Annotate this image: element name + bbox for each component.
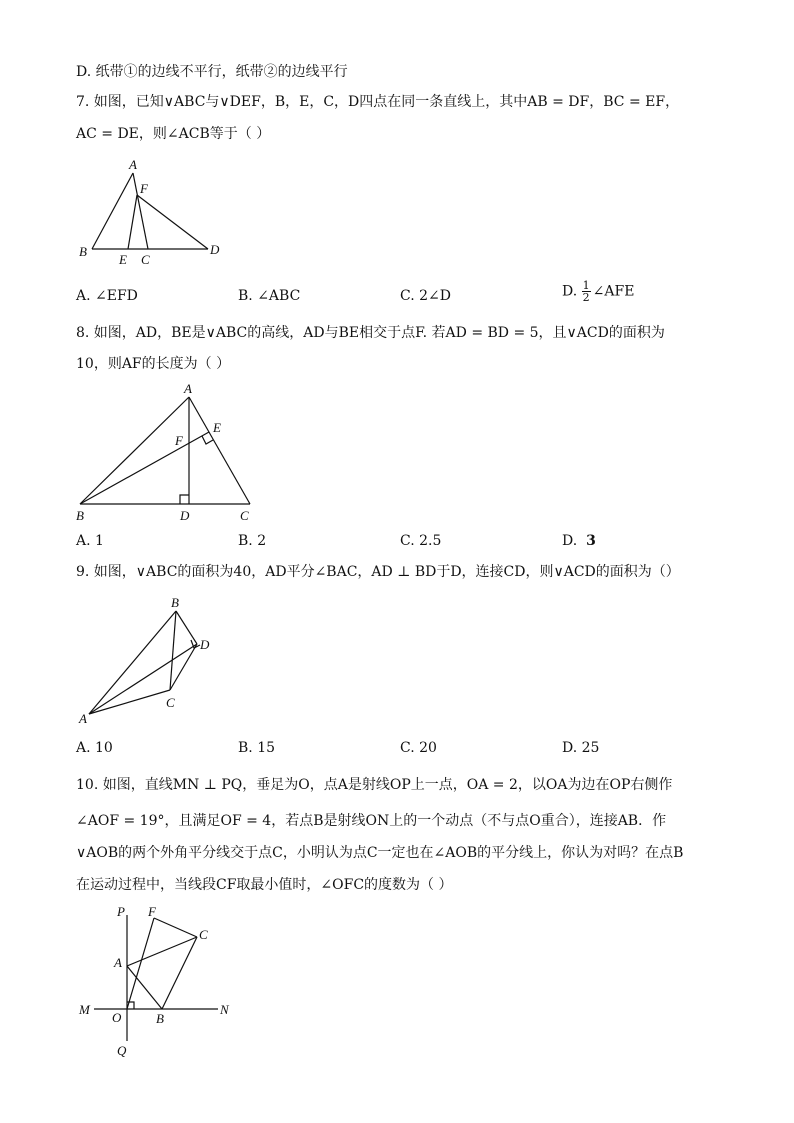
q8-option-a[interactable]: A. 1 bbox=[76, 533, 104, 549]
q8-label-a: A bbox=[184, 381, 192, 396]
q8-segment-ab bbox=[80, 397, 189, 504]
q10-segment-bc bbox=[162, 937, 197, 1009]
q10-label-f: F bbox=[148, 904, 156, 919]
q9-option-d[interactable]: D. 25 bbox=[562, 740, 600, 756]
q8-label-b: B bbox=[76, 508, 84, 523]
q10-segment-ac bbox=[127, 937, 197, 966]
q8-option-d-prefix: D. bbox=[562, 533, 578, 549]
q10-figure bbox=[76, 903, 246, 1063]
q7-label-f: F bbox=[140, 181, 148, 196]
q8-right-angle-d bbox=[180, 495, 189, 504]
q9-text-line1: 9. 如图，∨ABC的面积为40，AD平分∠BAC，AD ⊥ BD于D，连接CD，则∨ACD的面积为（） bbox=[76, 564, 680, 580]
q9-segment-ad bbox=[89, 644, 197, 714]
q10-segment-fc bbox=[154, 918, 197, 937]
q8-label-c: C bbox=[240, 508, 249, 523]
q8-text-line2: 10，则AF的长度为（ ） bbox=[76, 356, 231, 372]
q7-text-line1: 7. 如图，已知∨ABC与∨DEF，B，E，C，D四点在同一条直线上，其中AB = DF，BC = EF， bbox=[76, 94, 680, 110]
q8-option-d-value: 3 bbox=[586, 533, 596, 549]
q7-segment-ab bbox=[92, 173, 133, 249]
q10-text-line1: 10. 如图，直线MN ⊥ PQ，垂足为O，点A是射线OP上一点，OA = 2，以OA为边在OP右侧作 bbox=[76, 777, 673, 793]
q7-option-d[interactable] bbox=[562, 280, 634, 303]
q10-label-p: P bbox=[117, 904, 125, 919]
q9-option-a[interactable]: A. 10 bbox=[76, 740, 113, 756]
q10-label-m: M bbox=[79, 1002, 90, 1017]
q8-option-b[interactable]: B. 2 bbox=[238, 533, 267, 549]
q7-figure bbox=[76, 155, 236, 270]
q7-option-c[interactable]: C. 2∠D bbox=[400, 288, 451, 304]
q6-option-d: D. 纸带①的边线不平行，纸带②的边线平行 bbox=[76, 64, 348, 80]
q8-option-c[interactable]: C. 2.5 bbox=[400, 533, 442, 549]
q9-segment-bd bbox=[176, 611, 197, 644]
q10-text-line3: ∨AOB的两个外角平分线交于点C，小明认为点C一定也在∠AOB的平分线上，你认为对吗？在点B bbox=[76, 845, 684, 861]
q7-option-d-numerator: 1 bbox=[582, 279, 590, 292]
q9-option-b[interactable]: B. 15 bbox=[238, 740, 276, 756]
q10-label-n: N bbox=[220, 1002, 229, 1017]
q8-figure bbox=[76, 380, 266, 525]
q8-label-e: E bbox=[213, 420, 221, 435]
q7-segment-fe bbox=[128, 195, 137, 249]
q9-segment-ab bbox=[89, 611, 176, 714]
q8-text-line1: 8. 如图，AD，BE是∨ABC的高线，AD与BE相交于点F. 若AD = BD = 5，且∨ACD的面积为 bbox=[76, 325, 665, 341]
q9-option-c[interactable]: C. 20 bbox=[400, 740, 437, 756]
q7-option-a[interactable]: A. ∠EFD bbox=[76, 288, 138, 304]
q9-segment-ac bbox=[89, 690, 170, 714]
q10-text-line4: 在运动过程中，当线段CF取最小值时，∠OFC的度数为（ ） bbox=[76, 877, 453, 893]
q9-figure bbox=[76, 594, 226, 729]
q9-label-d: D bbox=[200, 637, 210, 652]
q10-text-line2: ∠AOF = 19°，且满足OF = 4，若点B是射线ON上的一个动点（不与点O重合），连接AB．作 bbox=[76, 813, 667, 829]
q10-label-b: B bbox=[156, 1011, 164, 1026]
q7-text-line2: AC = DE，则∠ACB等于（ ） bbox=[76, 126, 271, 142]
q9-label-c: C bbox=[166, 695, 175, 710]
q7-label-e: E bbox=[119, 252, 127, 267]
q7-option-d-rest: ∠AFE bbox=[592, 283, 635, 300]
q10-segment-of bbox=[127, 918, 154, 1009]
q8-label-d: D bbox=[180, 508, 190, 523]
q10-label-a: A bbox=[114, 955, 122, 970]
q8-segment-ac bbox=[189, 397, 250, 504]
q7-option-d-prefix: D. bbox=[562, 283, 578, 300]
q8-option-d[interactable] bbox=[562, 531, 596, 551]
q7-option-d-denominator: 2 bbox=[582, 291, 590, 304]
q7-label-b: B bbox=[79, 244, 87, 259]
q9-label-a: A bbox=[79, 711, 87, 726]
q8-label-f: F bbox=[175, 433, 183, 448]
q9-label-b: B bbox=[171, 595, 179, 610]
q10-label-o: O bbox=[112, 1010, 122, 1025]
q7-label-d: D bbox=[210, 242, 220, 257]
q7-label-c: C bbox=[141, 252, 150, 267]
q9-segment-cd bbox=[170, 644, 197, 690]
q10-label-c: C bbox=[199, 927, 208, 942]
q7-label-a: A bbox=[129, 157, 137, 172]
q9-segment-bc bbox=[170, 611, 176, 690]
q7-option-b[interactable]: B. ∠ABC bbox=[238, 288, 301, 304]
q7-segment-fd bbox=[137, 195, 208, 249]
q8-segment-be bbox=[80, 432, 209, 504]
q10-label-q: Q bbox=[117, 1043, 127, 1058]
q7-option-d-fraction bbox=[582, 280, 591, 303]
